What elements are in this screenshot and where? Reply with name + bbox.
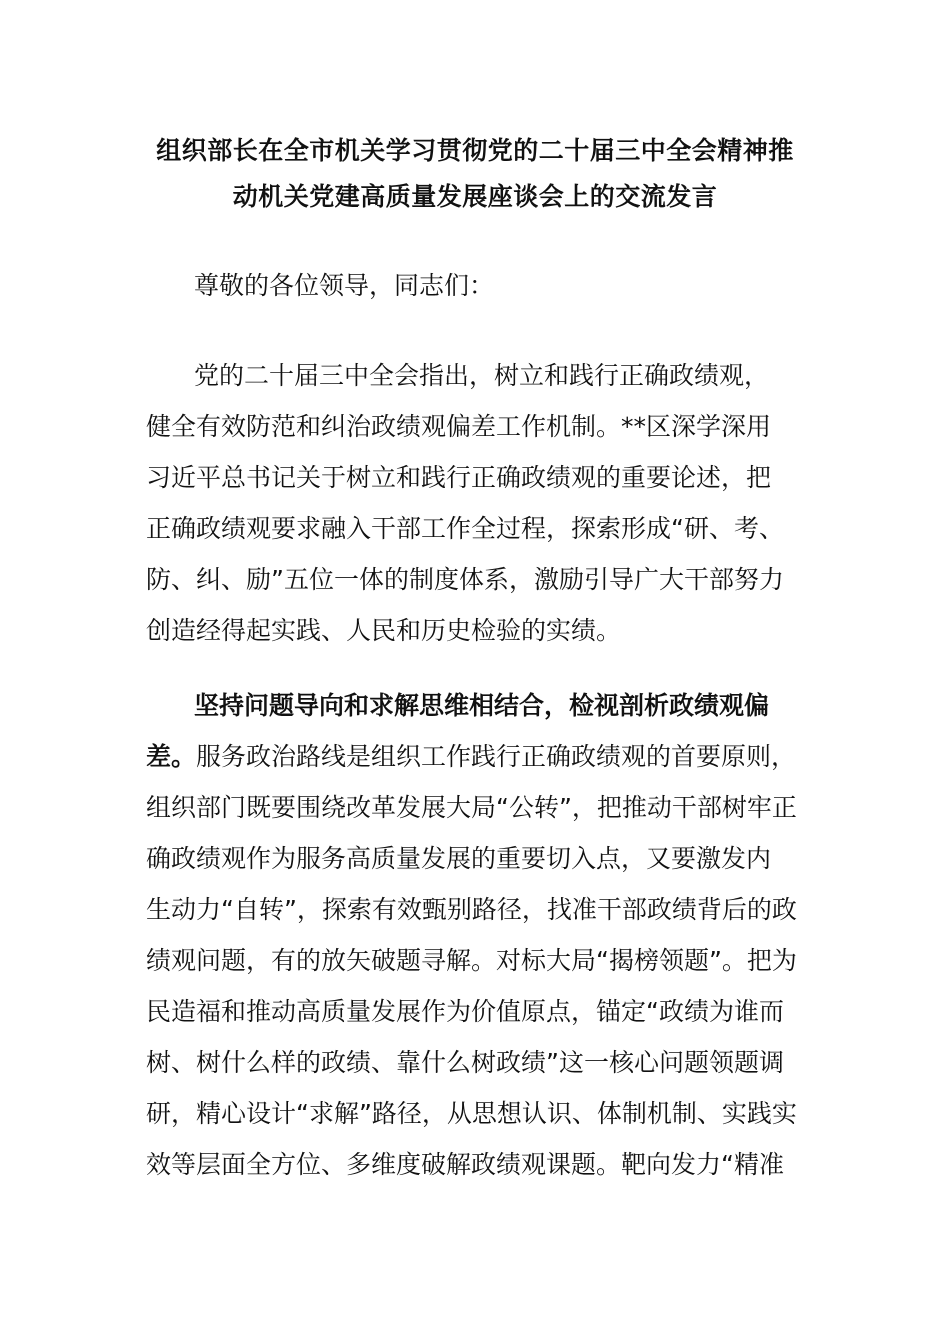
paragraph-line: 研，精心设计“求解”路径，从思想认识、体制机制、实践实	[146, 1099, 797, 1128]
document-title	[140, 128, 810, 220]
paragraph-line: 习近平总书记关于树立和践行正确政绩观的重要论述，把	[146, 463, 772, 492]
paragraph-line: 确政绩观作为服务高质量发展的重要切入点，又要激发内	[146, 844, 772, 873]
paragraph-line: 党的二十届三中全会指出，树立和践行正确政绩观，	[194, 361, 770, 390]
paragraph-line: 生动力“自转”，探索有效甄别路径，找准干部政绩背后的政	[146, 895, 797, 924]
paragraph-line: 效等层面全方位、多维度破解政绩观课题。靶向发力“精准	[146, 1150, 784, 1179]
paragraph-line: 创造经得起实践、人民和历史检验的实绩。	[146, 616, 622, 645]
paragraph-line: 组织部门既要围绕改革发展大局“公转”，把推动干部树牢正	[146, 793, 797, 822]
title-line-1: 组织部长在全市机关学习贯彻党的二十届三中全会精神推	[156, 136, 794, 165]
paragraph-line: 健全有效防范和纠治政绩观偏差工作机制。**区深学深用	[146, 412, 772, 441]
paragraph-1	[146, 350, 806, 656]
paragraph-2	[146, 680, 806, 1190]
paragraph-line: 树、树什么样的政绩、靠什么树政绩”这一核心问题领题调	[146, 1048, 784, 1077]
title-line-2: 动机关党建高质量发展座谈会上的交流发言	[232, 182, 718, 211]
paragraph-line: 民造福和推动高质量发展作为价值原点，锚定“政绩为谁而	[146, 997, 784, 1026]
paragraph-line: 绩观问题，有的放矢破题寻解。对标大局“揭榜领题”。把为	[146, 946, 797, 975]
paragraph-line: 正确政绩观要求融入干部工作全过程，探索形成“研、考、	[146, 514, 784, 543]
paragraph-text: 服务政治路线是组织工作践行正确政绩观的首要原则，	[196, 742, 797, 771]
section-heading-end: 差。	[146, 742, 197, 771]
paragraph-line: 防、纠、励”五位一体的制度体系，激励引导广大干部努力	[146, 565, 784, 594]
paragraph-line	[146, 731, 806, 782]
greeting: 尊敬的各位领导，同志们：	[194, 271, 495, 300]
section-heading: 坚持问题导向和求解思维相结合，检视剖析政绩观偏	[194, 691, 770, 720]
